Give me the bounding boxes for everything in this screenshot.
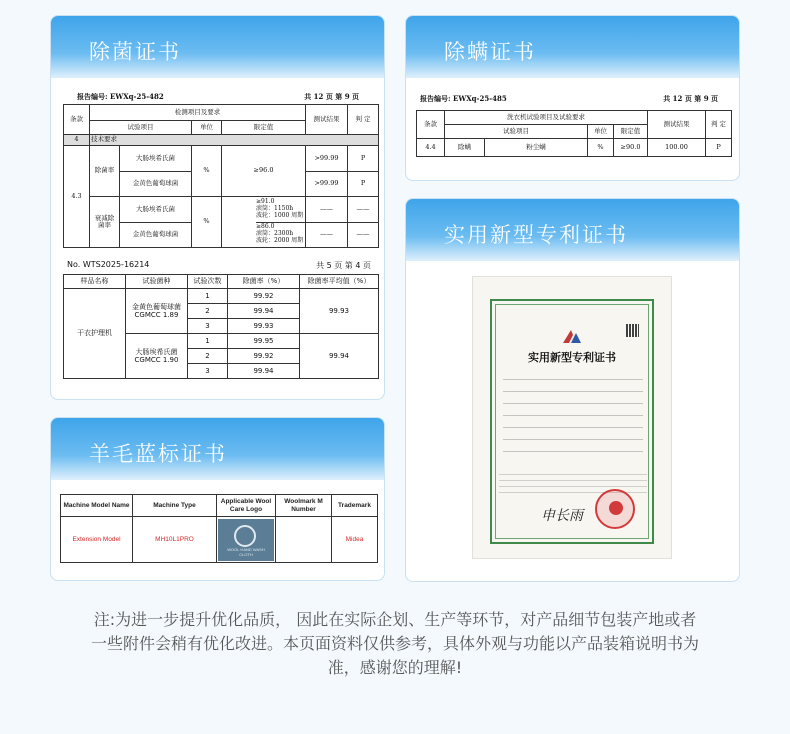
rate-value: 99.94 [228,364,300,379]
limit-desc: 滚筒：1150h [256,204,294,212]
card-title: 羊毛蓝标证书 [51,418,384,480]
group-antibacterial-rate: 除菌率 [90,146,120,196]
antibacterial-certificate-card [50,15,385,400]
report-number: 报告编号: EWXq-25-482 [77,92,164,101]
judge-value: P [348,171,379,197]
header-limit: 限定值 [222,121,306,135]
header-sample: 样品名称 [64,275,126,289]
rate-value: 99.95 [228,334,300,349]
avg-value: 99.93 [300,289,379,334]
limit-value: ≥86.0 [256,223,275,231]
card-title: 除螨证书 [406,16,739,78]
judge-value: P [348,146,379,172]
header-strain: 试验菌种 [126,275,188,289]
strain-name: 金黄色葡萄球菌 [132,302,181,311]
strain-code: CGMCC 1.89 [134,311,179,319]
footer-note-line: 注:为进一步提升优化品质， 因此在实际企划、生产等环节，对产品细节包装产地或者 [93,610,697,629]
test-report-3 [416,94,732,157]
result-value: >99.99 [306,146,348,172]
wool-care-logo-icon [218,519,274,561]
clause-number: 4.4 [417,139,445,157]
bacteria-ecoli: 大肠埃希氏菌 [120,197,191,223]
header-items: 洗衣机试验项目及试验要求 [445,111,648,125]
header-judge: 判 定 [348,105,379,135]
header-model-name: Machine Model Name [61,495,133,517]
header-avg: 除菌率平均值（%） [300,275,379,289]
rate-value: 99.93 [228,319,300,334]
header-m-number: Woolmark M Number [276,495,332,517]
run-number: 2 [188,349,228,364]
header-items: 检测项目及要求 [90,105,306,121]
judge-empty: —— [348,222,379,248]
header-test-item: 试验项目 [90,121,192,135]
header-rate: 除菌率（%） [228,275,300,289]
unit-percent: % [588,139,614,157]
header-judge: 判 定 [706,111,732,139]
logo-caption: WOOL HAND WASH CLOTH [227,547,265,557]
antibacterial-rate-table [63,274,379,379]
judge-value: P [706,139,732,157]
header-limit: 限定值 [614,125,648,139]
header-result: 测试结果 [306,105,348,135]
header-trademark: Trademark [332,495,378,517]
signature: 申长雨 [541,508,583,524]
report-page: 共 5 页 第 4 页 [316,261,371,270]
rate-value: 99.92 [228,289,300,304]
header-clause: 条款 [417,111,445,139]
limit-value: ≥96.0 [222,146,306,197]
header-care-logo: Applicable Wool Care Logo [217,495,276,517]
strain-name: 大肠埃希氏菌 [135,347,178,356]
machine-type: MH10L1PRO [133,517,217,563]
result-empty: —— [306,197,348,223]
header-test-item: 试验项目 [445,125,588,139]
header-unit: 单位 [588,125,614,139]
result-value: >99.99 [306,171,348,197]
card-title: 除菌证书 [51,16,384,78]
woolmark-table [60,494,378,563]
trademark: Midea [332,517,378,563]
result-value: 100.00 [648,139,706,157]
antimite-table [416,110,732,157]
run-number: 3 [188,319,228,334]
report-table [63,104,379,248]
limit-desc: 滚筒：2300h [256,230,294,238]
footer-note-line: 一些附件会稍有优化改进。本页面资料仅供参考，具体外观与功能以产品装箱说明书为 [90,634,699,653]
patent-body-lines [503,372,643,462]
header-result: 测试结果 [648,111,706,139]
header-runs: 试验次数 [188,275,228,289]
header-unit: 单位 [192,121,222,135]
report-number: No. WTS2025-16214 [67,260,150,269]
model-name: Extension Model [61,517,133,563]
m-number [276,517,332,563]
avg-value: 99.94 [300,334,379,379]
bacteria-ecoli: 大肠埃希氏菌 [120,146,191,172]
antimite-certificate-card [405,15,740,181]
run-number: 3 [188,364,228,379]
header-machine-type: Machine Type [133,495,217,517]
result-empty: —— [306,222,348,248]
report-number: 报告编号: EWXq-25-485 [420,94,507,103]
limit-desc: 波轮：2000 周期 [256,237,304,245]
patent-certificate-card [405,198,740,582]
test-item: 除螨 [445,139,485,157]
footer-note [0,608,790,680]
test-report-1 [63,92,379,248]
cnipa-logo-icon [561,327,583,345]
section-name: 技术要求 [90,135,379,146]
patent-certificate-image [472,276,672,559]
clause-number: 4.3 [64,146,90,248]
unit-percent: % [192,146,222,197]
test-subitem: 粉尘螨 [485,139,588,157]
test-report-2 [63,260,379,379]
section-number: 4 [64,135,90,146]
limit-desc: 波轮：1000 周期 [256,211,304,219]
run-number: 1 [188,289,228,304]
footer-note-line: 准，感谢您的理解! [327,658,463,677]
woolmark-certificate-card [50,417,385,581]
bacteria-staph: 金黄色葡萄球菌 [132,230,179,239]
run-number: 1 [188,334,228,349]
rate-value: 99.92 [228,349,300,364]
report-page: 共 12 页 第 9 页 [663,94,718,103]
group-decay-rate: 衰减除菌率 [90,197,120,247]
unit-percent: % [192,197,222,248]
patent-title: 实用新型专利证书 [528,351,616,364]
report-page: 共 12 页 第 9 页 [304,92,359,101]
limit-value: ≥91.0 [256,197,275,205]
sample-name: 干衣护理机 [64,289,126,379]
bacteria-staph: 金黄色葡萄球菌 [132,179,179,188]
official-seal-icon [595,489,635,529]
header-clause: 条款 [64,105,90,135]
limit-value: ≥90.0 [614,139,648,157]
rate-value: 99.94 [228,304,300,319]
judge-empty: —— [348,197,379,223]
strain-code: CGMCC 1.90 [134,356,179,364]
qr-code-icon [626,324,639,337]
card-title: 实用新型专利证书 [406,199,739,261]
run-number: 2 [188,304,228,319]
